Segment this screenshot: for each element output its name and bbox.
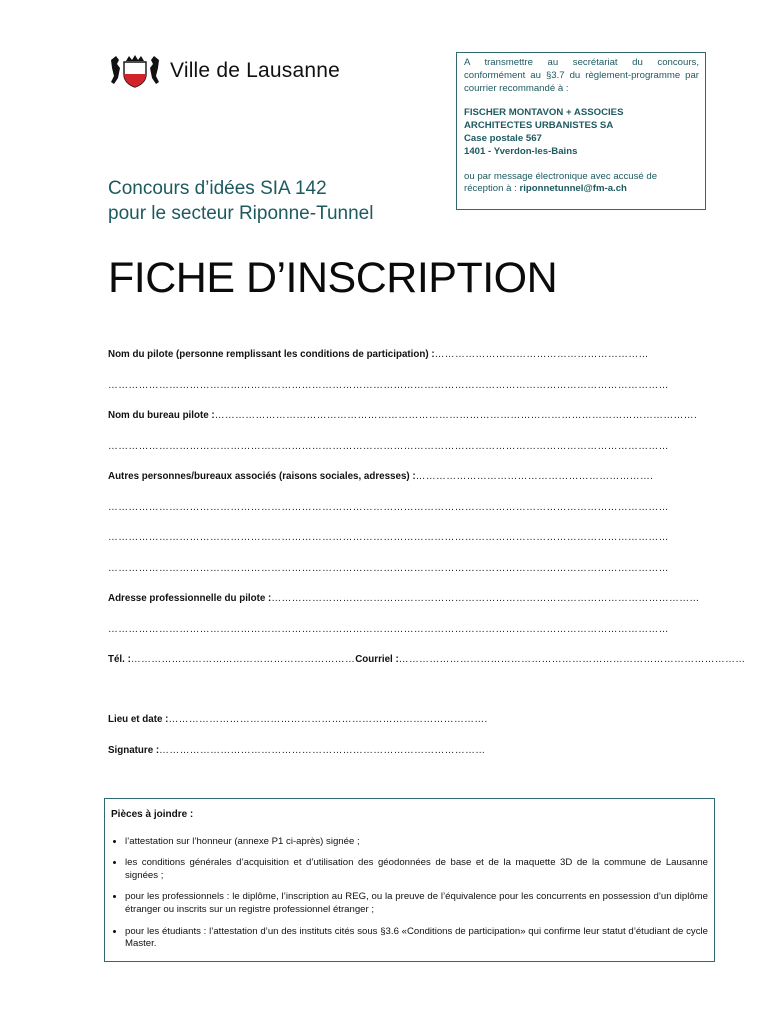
address-line: FISCHER MONTAVON + ASSOCIES bbox=[464, 107, 624, 119]
documents-box bbox=[104, 798, 715, 962]
field-professional-address-cont[interactable] bbox=[108, 624, 669, 635]
field-label: Signature : bbox=[108, 745, 160, 756]
field-associates-cont[interactable] bbox=[108, 563, 669, 574]
address-line: ARCHITECTES URBANISTES SA bbox=[464, 120, 614, 132]
transmission-intro: A transmettre au secrétariat du concours, conformément au §3.7 du règlement-programme par courrier recommandé à : bbox=[464, 57, 699, 94]
field-label: Autres personnes/bureaux associés (raisons sociales, adresses) : bbox=[108, 471, 416, 482]
field-signature[interactable] bbox=[108, 745, 485, 756]
fill-line: ……………………………………………………………. bbox=[415, 471, 654, 482]
fill-line: ………………………………………………………………………………………………………………………………………………… bbox=[108, 441, 669, 452]
field-phone-email[interactable] bbox=[108, 654, 745, 665]
email-intro: ou par message électronique avec accusé de réception à : bbox=[464, 170, 658, 195]
email-address[interactable]: riponnetunnel@fm-a.ch bbox=[519, 183, 627, 195]
field-pilot-name-cont[interactable] bbox=[108, 380, 669, 391]
fill-line: ……………………………………………………………………………………………………………………………. bbox=[214, 410, 698, 421]
contest-title-line2: pour le secteur Riponne-Tunnel bbox=[108, 203, 374, 224]
list-item: • les conditions générales d’acquisition et d’utilisation des géodonnées de base et de la maquette 3D de la commune de Lausanne signées ; bbox=[125, 857, 708, 882]
fill-line: ………………………………………………………………………………………………………………………………………………… bbox=[108, 532, 669, 543]
field-label: Nom du pilote (personne remplissant les conditions de participation) : bbox=[108, 349, 435, 360]
field-office-name[interactable] bbox=[108, 410, 697, 421]
email-instruction bbox=[464, 171, 699, 197]
field-place-date[interactable] bbox=[108, 714, 488, 725]
fill-line: ………………………………………………………………………………………………………………………………………………… bbox=[108, 380, 669, 391]
list-item: • l’attestation sur l’honneur (annexe P1 ci-après) signée ; bbox=[125, 836, 708, 849]
documents-list bbox=[111, 836, 708, 951]
fill-line: ……………………………………………………… bbox=[434, 349, 649, 360]
list-item: • pour les professionnels : le diplôme, l’inscription au REG, ou la preuve de l’équivalence pour les concurrents en possession d’un diplôme étranger ou inscrits sur un registre professionnel étranger ; bbox=[125, 891, 708, 916]
field-office-name-cont[interactable] bbox=[108, 441, 669, 452]
field-associates[interactable] bbox=[108, 471, 653, 482]
fill-line: …………………………………………………………………………………… bbox=[159, 745, 486, 756]
field-associates-cont[interactable] bbox=[108, 532, 669, 543]
fill-line: ………………………………………………………………………………………………………………………………………………… bbox=[108, 624, 669, 635]
transmission-info-box bbox=[456, 52, 706, 210]
coat-of-arms-icon bbox=[108, 54, 162, 88]
contest-title bbox=[108, 176, 373, 226]
field-professional-address[interactable] bbox=[108, 593, 700, 604]
documents-heading: Pièces à joindre : bbox=[111, 809, 194, 820]
fill-line: ………………………………………………………… bbox=[130, 654, 356, 665]
field-label: Courriel : bbox=[355, 654, 399, 665]
fill-line: ……………………………………………………………………………………………………………… bbox=[271, 593, 700, 604]
logo-text: Ville de Lausanne bbox=[170, 59, 340, 82]
fill-line: ………………………………………………………………………………………… bbox=[398, 654, 746, 665]
page-title: FICHE D’INSCRIPTION bbox=[108, 254, 558, 302]
address-line: Case postale 567 bbox=[464, 132, 542, 144]
field-associates-cont[interactable] bbox=[108, 502, 669, 513]
field-label: Lieu et date : bbox=[108, 714, 169, 725]
field-label: Tél. : bbox=[108, 654, 131, 665]
field-label: Nom du bureau pilote : bbox=[108, 410, 215, 421]
city-logo bbox=[108, 54, 340, 88]
fill-line: …………………………………………………………………………………. bbox=[168, 714, 488, 725]
fill-line: ………………………………………………………………………………………………………………………………………………… bbox=[108, 502, 669, 513]
contest-title-line1: Concours d’idées SIA 142 bbox=[108, 178, 327, 199]
fill-line: ………………………………………………………………………………………………………………………………………………… bbox=[108, 563, 669, 574]
field-label: Adresse professionnelle du pilote : bbox=[108, 593, 272, 604]
address-line: 1401 - Yverdon-les-Bains bbox=[464, 145, 578, 157]
list-item: • pour les étudiants : l’attestation d’un des instituts cités sous §3.6 «Conditions de participation» qui confirme leur statut d’étudiant de cycle Master. bbox=[125, 926, 708, 951]
field-pilot-name[interactable] bbox=[108, 349, 649, 360]
